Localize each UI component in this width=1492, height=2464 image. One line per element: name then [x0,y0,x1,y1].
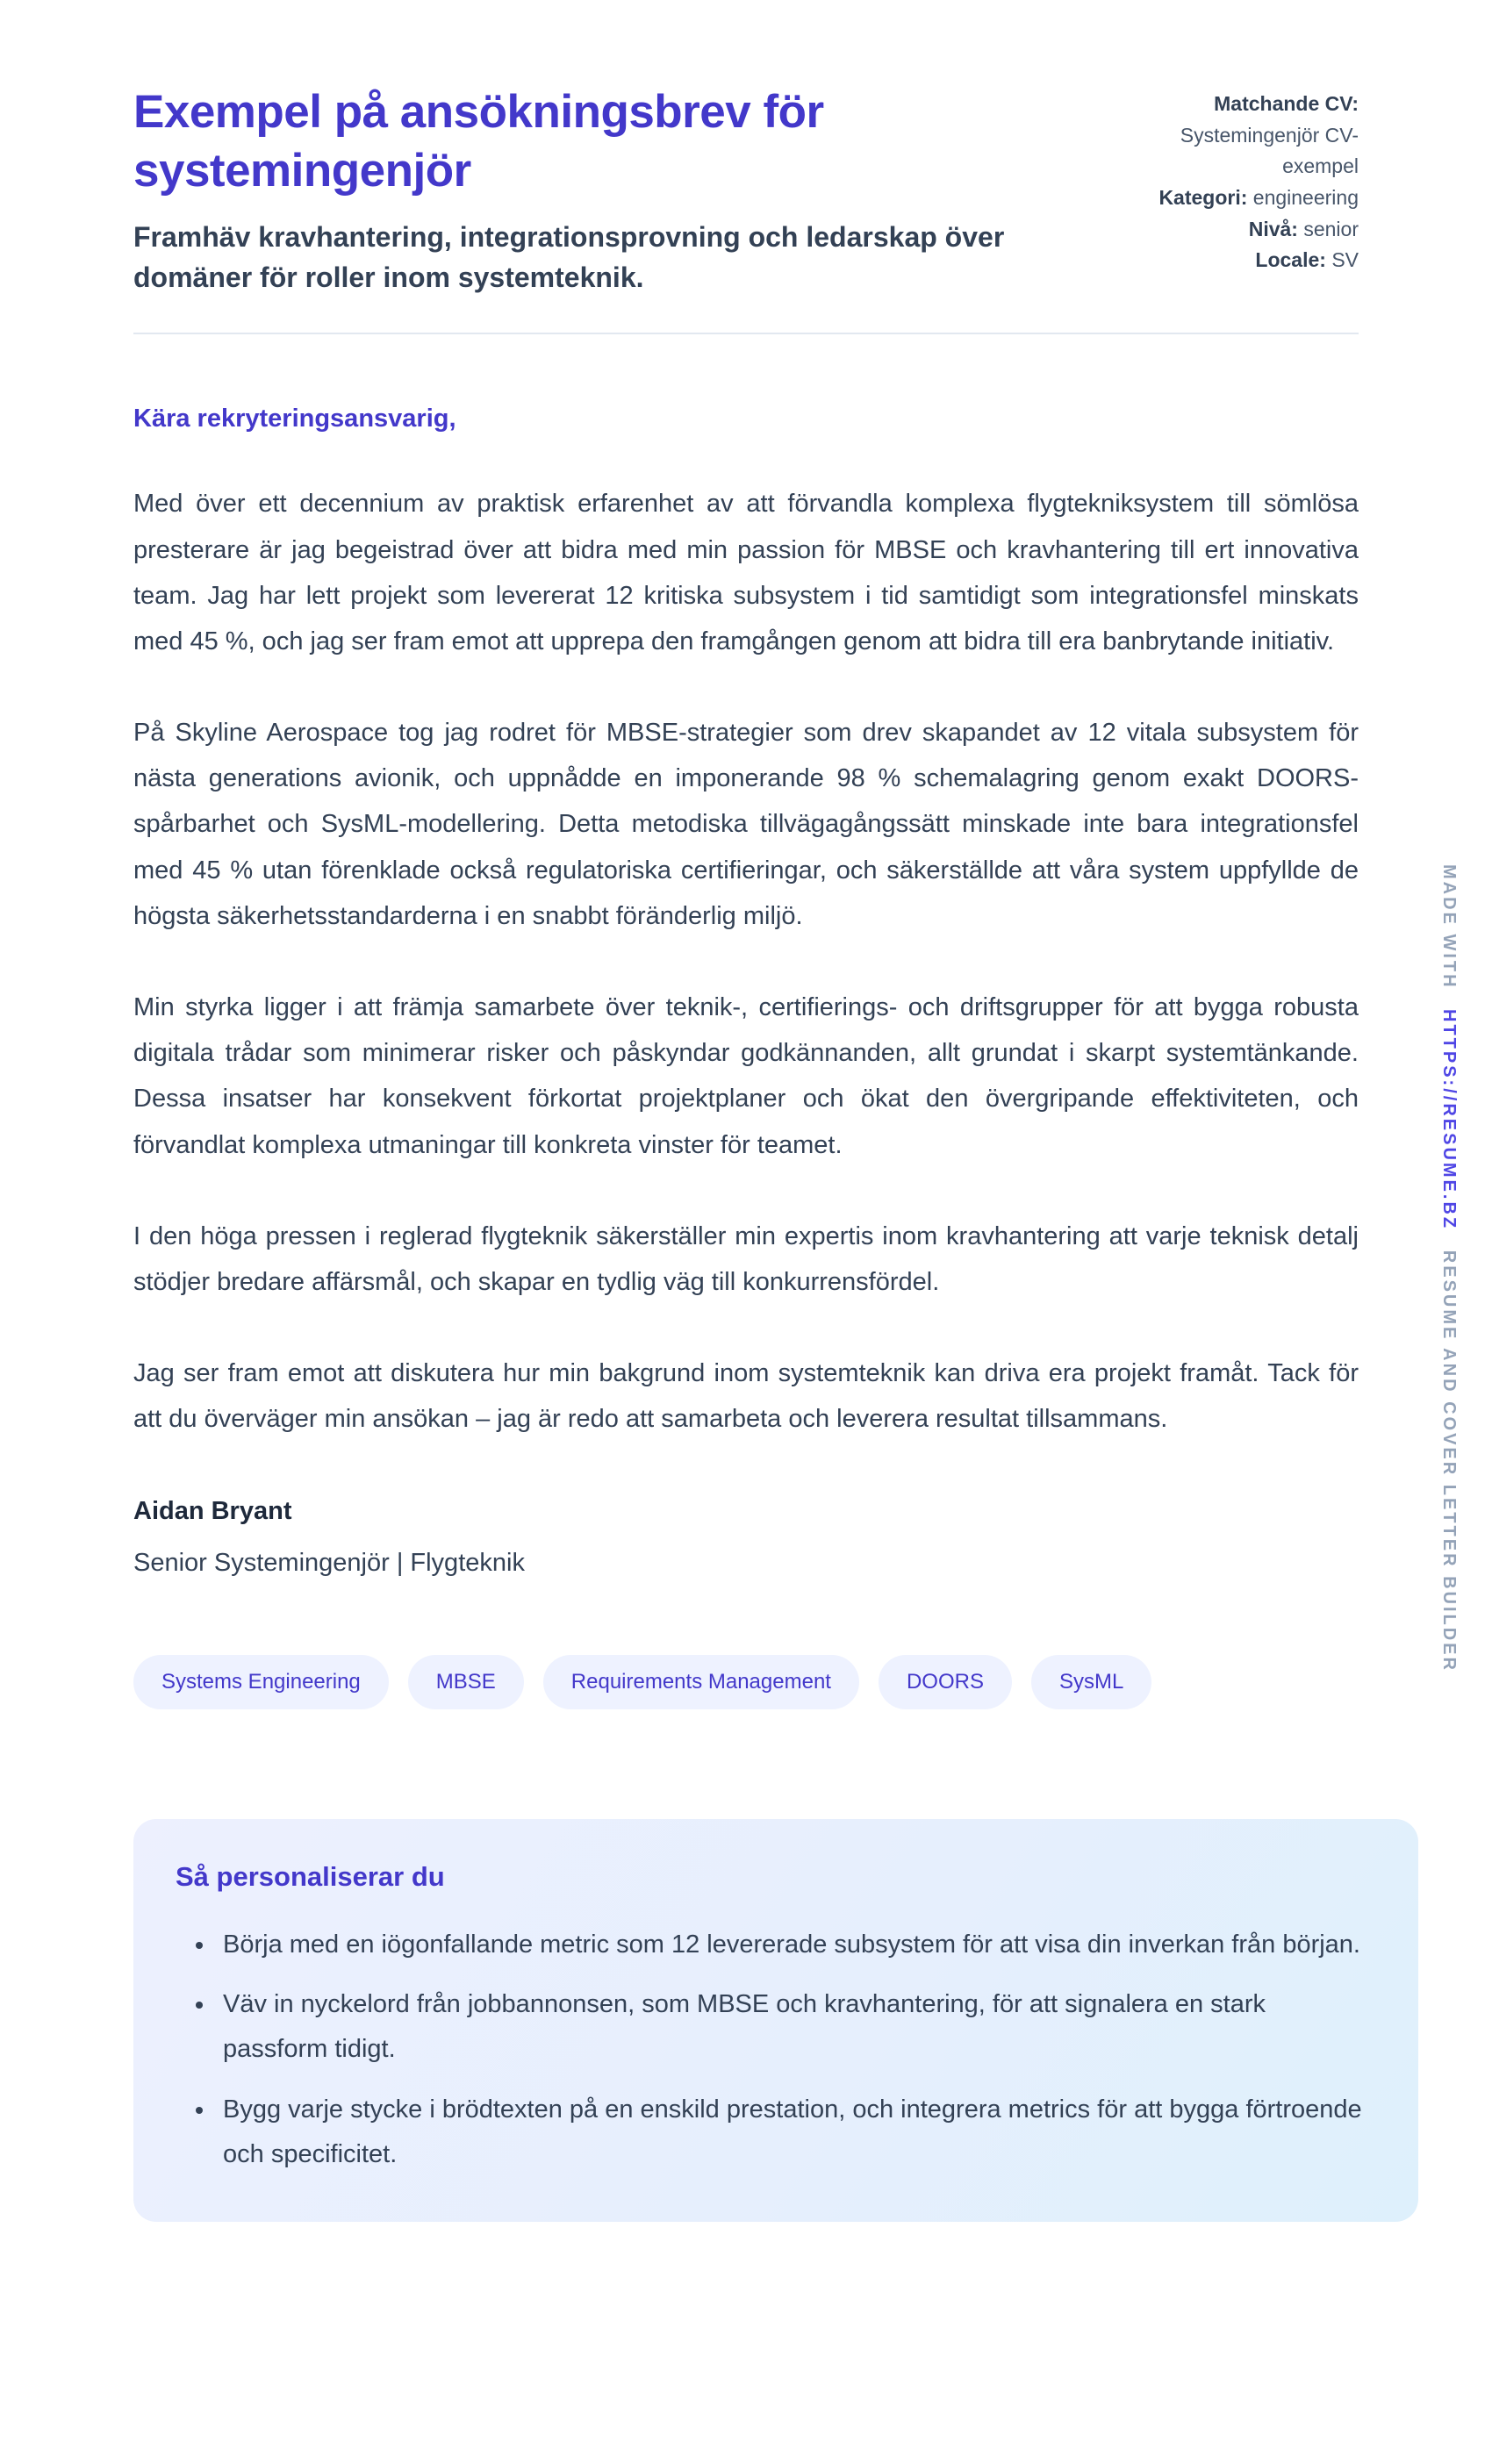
tips-title: Så personaliserar du [176,1860,445,1892]
letter-body [133,481,1359,1442]
letter-paragraph: Min styrka ligger i att främja samarbete över teknik-, certifierings- och driftsgrupper för att bygga robusta digitala trådar som minimerar risker och påskyndar godkännanden, allt grundat i skarpt systemtänkande. Dessa insatser har konsekvent förkortat projektplaner och ökat den övergripande effektiviteten, och förvandlat komplexa utmaningar till konkreta vinster för teamet. [133,993,1359,1159]
meta-label: Nivå: [1248,217,1298,240]
signature-name: Aidan Bryant [133,1496,292,1525]
personalization-tips-card [133,1819,1418,2223]
tip-item: • Väv in nyckelord från jobbannonsen, som MBSE och kravhantering, för att signalera en stark passform tidigt. [216,1982,1373,2072]
page-subtitle: Framhäv kravhantering, integrationsprovning och ledarskap över domäner för roller inom systemteknik. [133,220,1005,293]
signature-block [133,1497,1359,1578]
letter-paragraph: Med över ett decennium av praktisk erfarenhet av att förvandla komplexa flygtekniksystem till sömlösa presterare är jag begeistrad över att bidra med min passion för MBSE och kravhantering till ert innovativa team. Jag har lett projekt som levererat 12 kritiska subsystem i tid samtidigt som integrationsfel minskats med 45 %, och jag ser fram emot att upprepa den framgången genom att bidra till era banbrytande initiativ. [133,490,1359,655]
watermark-prefix: MADE WITH [1439,864,1459,990]
meta-value: Systemingenjör CV-exempel [1180,123,1359,178]
meta-label: Kategori: [1158,185,1248,209]
tag-doors: DOORS [879,1655,1012,1709]
tip-item: • Börja med en iögonfallande metric som 12 levererade subsystem för att visa din inverkan från början. [216,1923,1373,1967]
watermark [1438,864,1459,1673]
tag-systems-engineering: Systems Engineering [133,1655,389,1709]
letter-paragraph: I den höga pressen i reglerad flygteknik säkerställer min expertis inom kravhantering att varje teknisk detalj stödjer bredare affärsmål, och skapar en tydlig väg till konkurrensfördel. [133,1221,1359,1296]
skill-tags [133,1655,1359,1709]
tag-mbse: MBSE [408,1655,524,1709]
letter-greeting: Kära rekryteringsansvarig, [133,405,456,433]
tag-requirements-management: Requirements Management [543,1655,859,1709]
header-divider [133,333,1359,334]
meta-locale [1129,245,1359,276]
meta-category [1129,183,1359,214]
signature-role: Senior Systemingenjör | Flygteknik [133,1548,525,1577]
tag-sysml: SysML [1031,1655,1151,1709]
watermark-suffix: RESUME AND COVER LETTER BUILDER [1439,1250,1459,1673]
page-title: Exempel på ansökningsbrev för systemingenjör [133,86,824,197]
meta-level [1129,214,1359,246]
meta-value: senior [1303,217,1359,240]
letter-paragraph: På Skyline Aerospace tog jag rodret för MBSE-strategier som drev skapandet av 12 vitala subsystem för nästa generations avionik, och uppnådde en imponerande 98 % schemalagring genom exakt DOORS-spårbarhet och SysML-modellering. Detta metodiska tillvägagångssätt minskade inte bara integrationsfel med 45 % utan förenklade också regulatoriska certifieringar, och säkerställde att våra system uppfyllde de högsta säkerhetsstandarderna i en snabbt föränderlig miljö. [133,719,1359,930]
meta-label: Locale: [1255,248,1326,272]
header-left [133,83,1064,297]
meta-value: SV [1331,248,1359,272]
meta-matching-cv [1129,89,1359,183]
meta-value: engineering [1252,185,1359,209]
meta-block [1129,89,1359,276]
watermark-link[interactable]: HTTPS://RESUME.BZ [1439,1009,1459,1231]
tip-item: • Bygg varje stycke i brödtexten på en enskild prestation, och integrera metrics för att bygga förtroende och specificitet. [216,2088,1373,2177]
tips-list [176,1923,1373,2177]
letter-paragraph: Jag ser fram emot att diskutera hur min bakgrund inom systemteknik kan driva era projekt framåt. Tack för att du överväger min ansökan – jag är redo att samarbeta och leverera resultat tillsammans. [133,1359,1359,1434]
header [133,83,1359,297]
meta-label: Matchande CV: [1214,92,1359,115]
